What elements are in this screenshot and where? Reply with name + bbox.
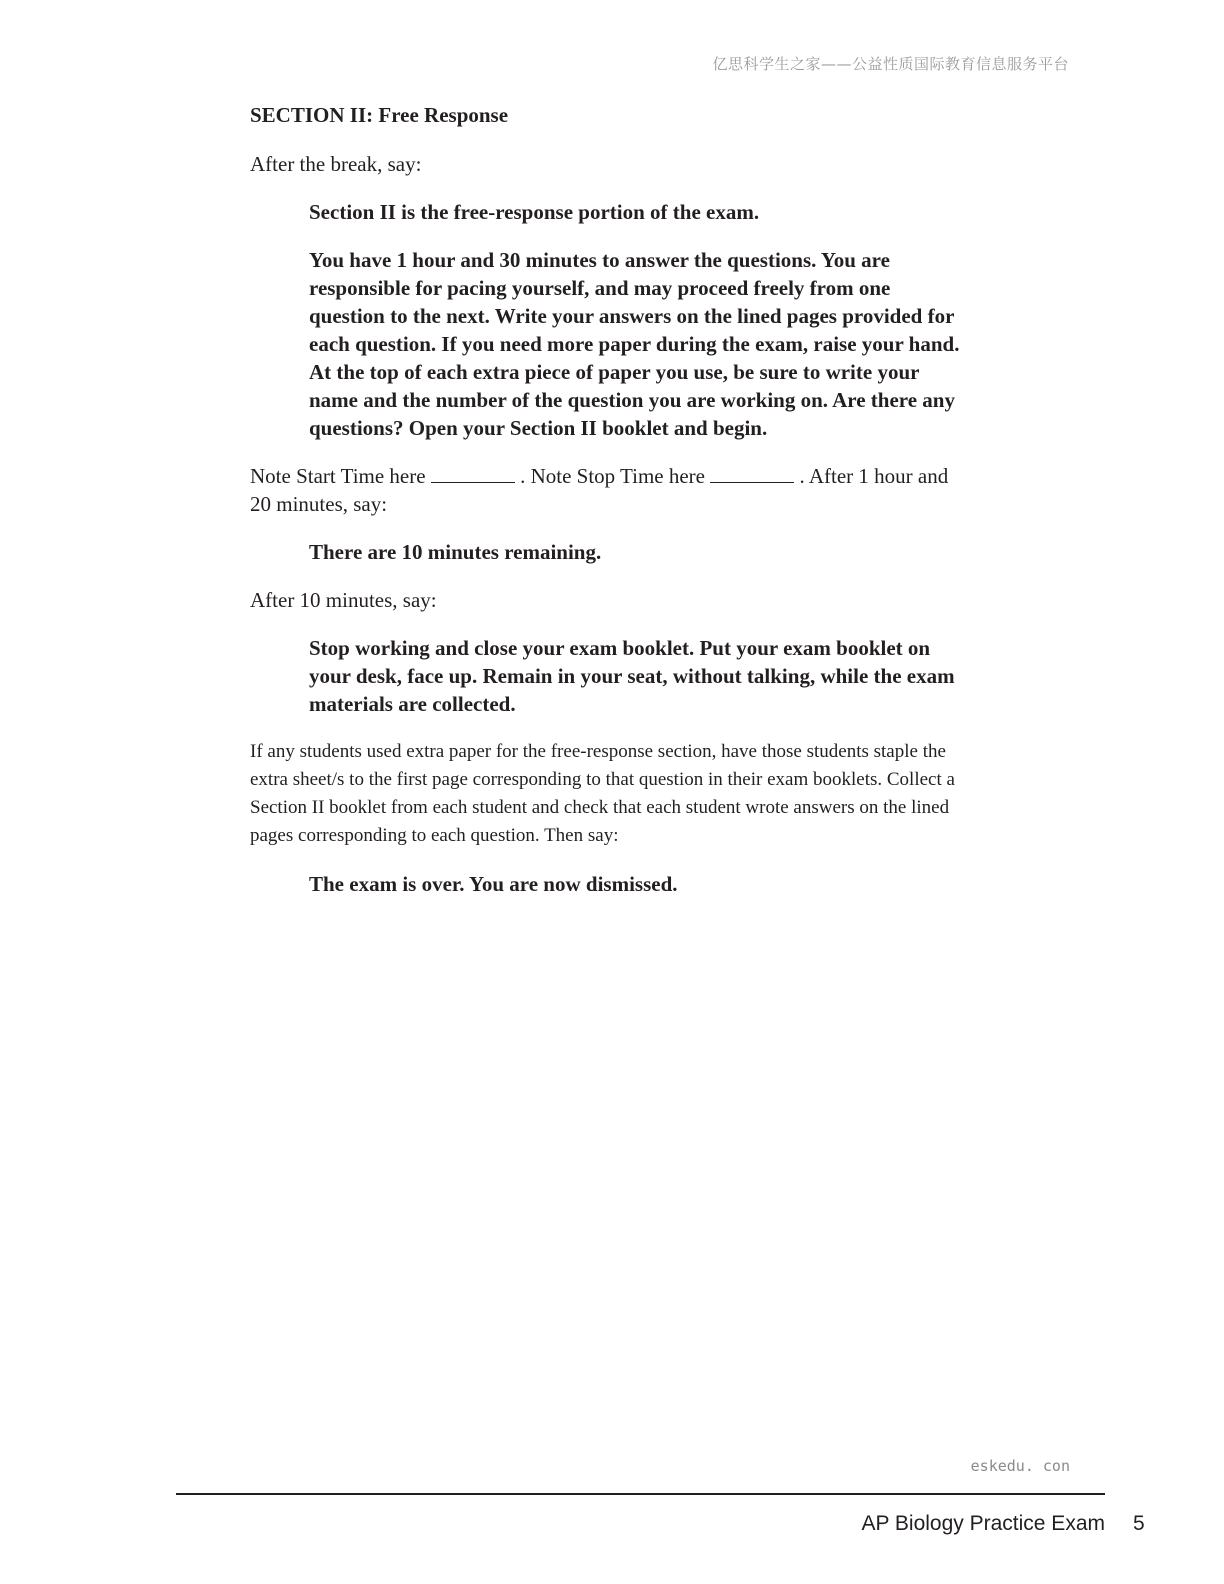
after-break-text: After the break, say: <box>250 152 422 176</box>
say-instructions: You have 1 hour and 30 minutes to answer the questions. You are responsible for pacing yourself, and may proceed freely from one question to the next. Write your answers on the lined pages provided for each question. If you need more paper during the exam, raise your hand. At the top of each extra piece of paper you use, be sure to write your name and the number of the question you are working on. Are there any questions? Open your Section II booklet and begin. <box>309 248 960 440</box>
header-watermark: 亿思科学生之家——公益性质国际教育信息服务平台 <box>712 55 1069 73</box>
stop-time-blank <box>710 464 794 483</box>
note-start-label: Note Start Time here <box>250 464 426 488</box>
section-heading: SECTION II: Free Response <box>250 103 509 127</box>
footer-title: AP Biology Practice Exam <box>861 1512 1105 1535</box>
say-intro: Section II is the free-response portion of the exam. <box>309 200 760 224</box>
footer-rule <box>176 1493 1105 1495</box>
footer-watermark: eskedu. con <box>970 1457 1070 1475</box>
say-dismissed: The exam is over. You are now dismissed. <box>309 872 678 896</box>
say-remaining: There are 10 minutes remaining. <box>309 540 602 564</box>
collect-instructions: If any students used extra paper for the free-response section, have those students staple the extra sheet/s to the first page corresponding to that question in their exam booklets. Collect a Section II booklet from each student and check that each student wrote answers on the lined pages corresponding to each question. Then say: <box>250 741 955 846</box>
say-stop: Stop working and close your exam booklet. Put your exam booklet on your desk, face up. Remain in your seat, without talking, while the exam materials are collected. <box>309 636 955 716</box>
note-stop-label: . Note Stop Time here <box>520 464 705 488</box>
start-time-blank <box>431 464 515 483</box>
note-time-paragraph <box>250 462 970 518</box>
page-content <box>250 100 970 918</box>
page-number: 5 <box>1133 1512 1145 1535</box>
note-after-label: . After 1 hour and 20 minutes, say: <box>250 464 949 516</box>
after-10-text: After 10 minutes, say: <box>250 588 437 612</box>
